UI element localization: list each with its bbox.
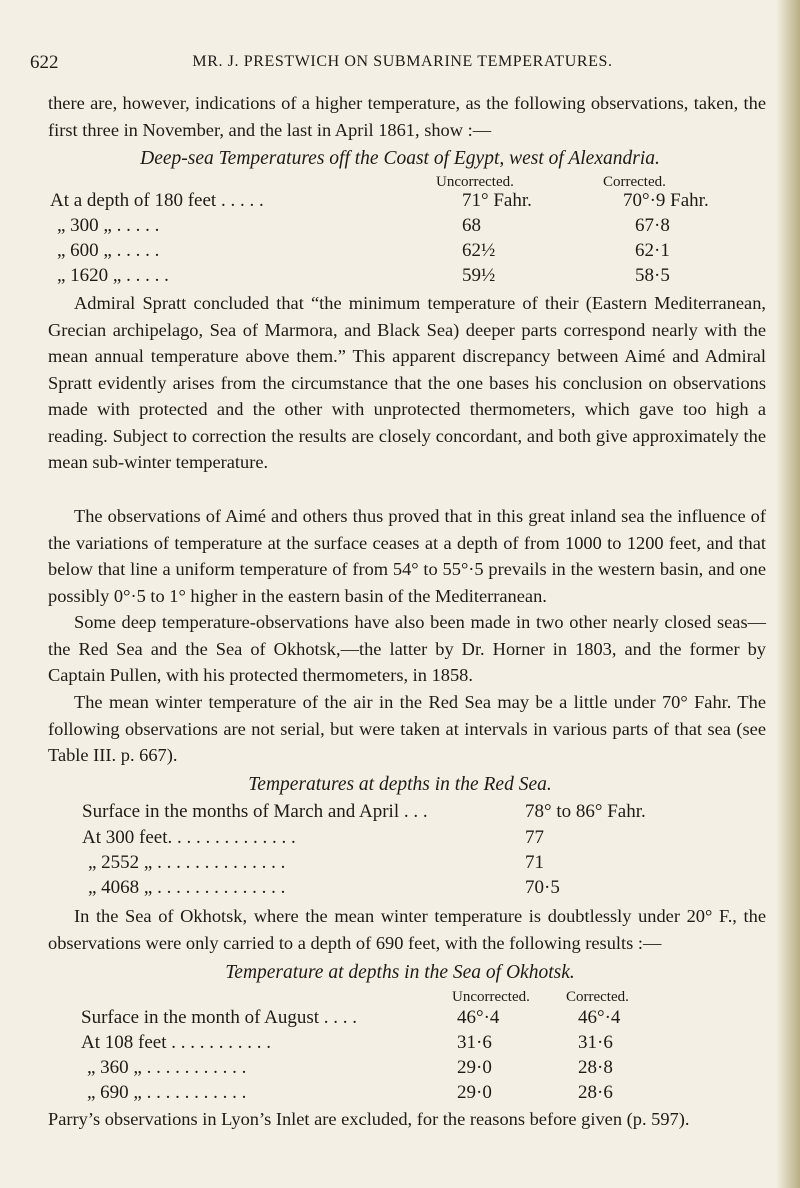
paragraph-mean-winter: The mean winter temperature of the air in the Red Sea may be a little under 70° Fahr. The following observations are not serial, but were taken at intervals in various parts of that sea (see Table III. p. 667). [48,692,766,765]
table1-row-label: „ 1620 „ . . . . . [57,265,169,286]
table3-row-label: Surface in the month of August . . . . [81,1007,357,1028]
running-title: MR. J. PRESTWICH ON SUBMARINE TEMPERATURES. [192,53,613,70]
table1-row-label: „ 300 „ . . . . . [57,215,160,236]
paragraph-okhotsk: In the Sea of Okhotsk, where the mean winter temperature is doubtlessly under 20° F., the observations were only carried to a depth of 690 feet, with the following results :— [48,906,766,953]
page-header [30,48,775,78]
table2-row-value: 77 [525,827,544,848]
paragraph-deep-observations: Some deep temperature-observations have also been made in two other nearly closed seas—the Red Sea and the Sea of Okhotsk,—the latter by Dr. Horner in 1803, and the former by Captain Pullen, with his protected thermometers, in 1858. [48,612,766,685]
page-number: 622 [30,52,59,73]
table1-row-uncorrected: 59½ [462,265,496,286]
table2-row-label: „ 4068 „ . . . . . . . . . . . . . . [88,877,286,898]
table3-row-uncorrected: 29·0 [457,1057,492,1078]
page-edge-shadow [776,0,800,1188]
table1-col-corrected: Corrected. [603,174,666,190]
table3-row-corrected: 28·8 [578,1057,613,1078]
table2-row-label: At 300 feet. . . . . . . . . . . . . . [82,827,296,848]
table1-row-uncorrected: 68 [462,215,481,236]
table2-title: Temperatures at depths in the Red Sea. [248,774,552,795]
table3-row-corrected: 28·6 [578,1082,613,1103]
table3-col-corrected: Corrected. [566,989,629,1005]
table3-row-label: „ 690 „ . . . . . . . . . . . [87,1082,247,1103]
table3-row-uncorrected: 46°·4 [457,1007,500,1028]
table3-row-uncorrected: 31·6 [457,1032,492,1053]
table3-row-corrected: 31·6 [578,1032,613,1053]
table1-title: Deep-sea Temperatures off the Coast of Egypt, west of Alexandria. [140,148,660,169]
table1-row-corrected: 58·5 [635,265,670,286]
table2-row-label: „ 2552 „ . . . . . . . . . . . . . . [88,852,286,873]
table2-row-value: 71 [525,852,544,873]
table3-title: Temperature at depths in the Sea of Okhotsk. [225,962,575,983]
table3-col-uncorrected: Uncorrected. [452,989,530,1005]
table3-row-corrected: 46°·4 [578,1007,621,1028]
table3-row-label: „ 360 „ . . . . . . . . . . . [87,1057,247,1078]
paragraph-aime: The observations of Aimé and others thus proved that in this great inland sea the influence of the variations of temperature at the surface ceases at a depth of from 1000 to 1200 feet, and that below that line a uniform temperature of from 54° to 55°·5 prevails in the western basin, and one possibly 0°·5 to 1° higher in the eastern basin of the Mediterranean. [48,506,766,606]
table2-row-label: Surface in the months of March and April . . . [82,801,428,822]
table3-row-label: At 108 feet . . . . . . . . . . . [81,1032,271,1053]
paragraph-parry: Parry’s observations in Lyon’s Inlet are excluded, for the reasons before given (p. 597). [48,1109,690,1129]
table1-row-uncorrected: 71° Fahr. [462,190,532,211]
paragraph-spratt: Admiral Spratt concluded that “the minimum temperature of their (Eastern Mediterranean, Grecian archipelago, Sea of Marmora, and Black Sea) deeper parts correspond nearly with the mean annual temperature above them.” This apparent discrepancy between Aimé and Admiral Spratt evidently arises from the circumstance that the one bases his conclusion on observations made with protected and the other with unprotected thermometers, which gave too high a reading. Subject to correction the results are closely concordant, and both give approximately the mean sub-winter temperature. [48,293,766,472]
table1-row-corrected: 67·8 [635,215,670,236]
table1-row-label: „ 600 „ . . . . . [57,240,160,261]
intro-paragraph: there are, however, indications of a higher temperature, as the following observations, taken, the first three in November, and the last in April 1861, show :— [48,93,766,140]
table2-row-value: 78° to 86° Fahr. [525,801,646,822]
table1-row-uncorrected: 62½ [462,240,496,261]
table2-row-value: 70·5 [525,877,560,898]
table1-row-corrected: 62·1 [635,240,670,261]
table1-col-uncorrected: Uncorrected. [436,174,514,190]
table1-row-label: At a depth of 180 feet . . . . . [50,190,264,211]
table3-row-uncorrected: 29·0 [457,1082,492,1103]
table1-row-corrected: 70°·9 Fahr. [623,190,709,211]
